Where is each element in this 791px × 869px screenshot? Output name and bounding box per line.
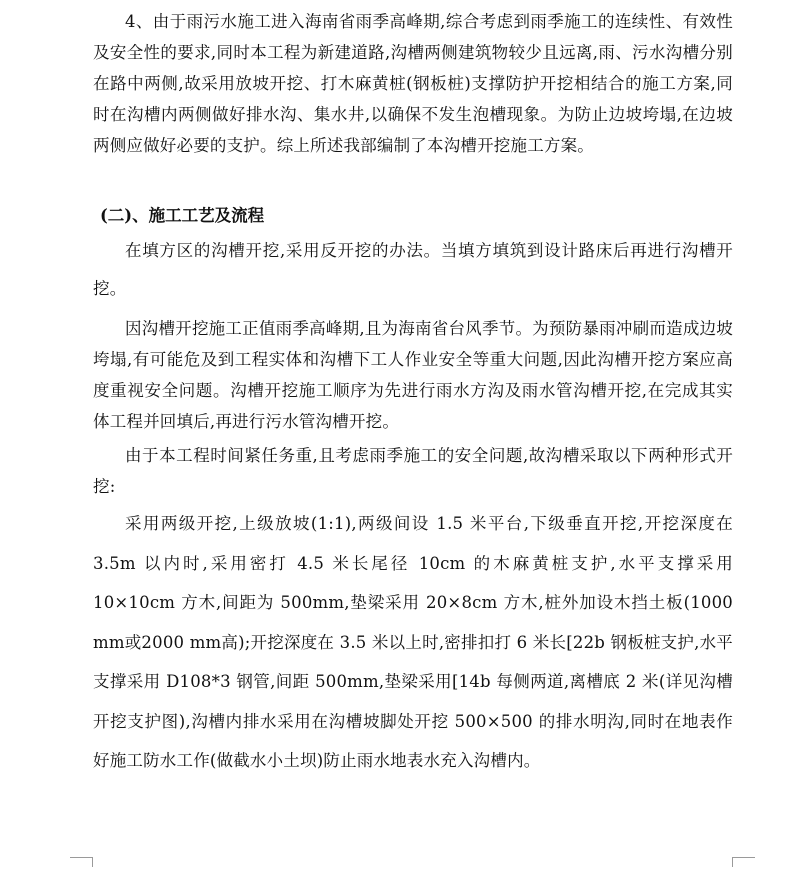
paragraph-fill-area-excavation: 在填方区的沟槽开挖,采用反开挖的办法。当填方填筑到设计路床后再进行沟槽开挖。 — [93, 241, 733, 298]
paragraph-two-forms: 由于本工程时间紧任务重,且考虑雨季施工的安全问题,故沟槽采取以下两种形式开挖: — [93, 446, 733, 496]
section-heading: (二)、施工工艺及流程 — [100, 206, 265, 225]
page-corner-mark-left — [70, 857, 93, 867]
paragraph-rainy-season-plan: 4、由于雨污水施工进入海南省雨季高峰期,综合考虑到雨季施工的连续性、有效性及安全性的要求,同时本工程为新建道路,沟槽两侧建筑物较少且远离,雨、污水沟槽分别在路中两侧,故采用放坡开挖、打木麻黄桩(钢板桩)支撑防护开挖相结合的施工方案,同时在沟槽内两侧做好排水沟、集水井,以确保不发生泡槽现象。为防止边坡垮塌,在边坡两侧应做好必要的支护。综上所述我部编制了本沟槽开挖施工方案。 — [93, 12, 733, 155]
paragraph-excavation-details: 采用两级开挖,上级放坡(1:1),两级间设 1.5 米平台,下级垂直开挖,开挖深度在 3.5m 以内时,采用密打 4.5 米长尾径 10cm 的木麻黄桩支护,水平支撑采用 10×10cm 方木,间距为 500mm,垫梁采用 20×8cm 方木,桩外加设木挡土板(1000 mm或2000 mm高);开挖深度在 3.5 米以上时,密排扣打 6 米长[22b 钢板桩支护,水平支撑采用 D108*3 钢管,间距 500mm,垫梁采用[14b 每侧两道,离槽底 2 米(详见沟槽开挖支护图),沟槽内排水采用在沟槽坡脚处开挖 500×500 的排水明沟,同时在地表作好施工防水工作(做截水小土坝)防止雨水地表水充入沟槽内。 — [93, 514, 733, 770]
paragraph-safety-sequence: 因沟槽开挖施工正值雨季高峰期,且为海南省台风季节。为预防暴雨冲刷而造成边坡垮塌,有可能危及到工程实体和沟槽下工人作业安全等重大问题,因此沟槽开挖方案应高度重视安全问题。沟槽开挖施工顺序为先进行雨水方沟及雨水管沟槽开挖,在完成其实体工程并回填后,再进行污水管沟槽开挖。 — [93, 319, 733, 431]
page-corner-mark-right — [732, 857, 755, 867]
